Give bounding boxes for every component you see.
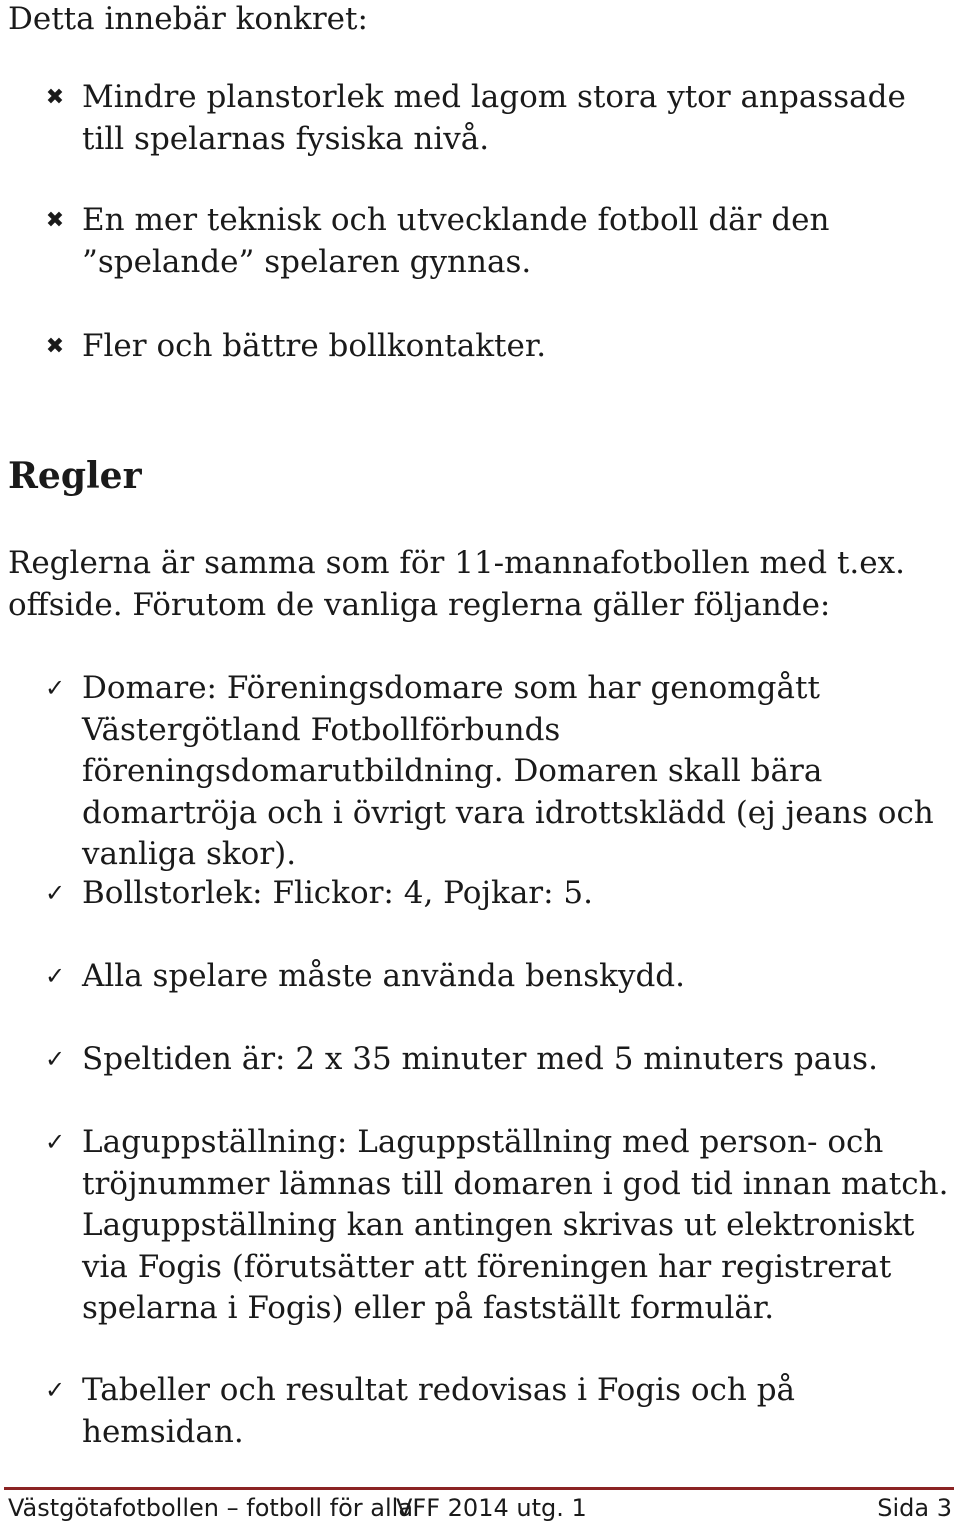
cross-mark-icon: ✖ [45, 334, 65, 359]
benefit-text: Mindre planstorlek med lagom stora ytor anpassade till spelarnas fysiska nivå. [82, 79, 906, 157]
check-mark-icon: ✓ [44, 1128, 66, 1156]
benefit-text: En mer teknisk och utvecklande fotboll där den ”spelande” spelaren gynnas. [82, 202, 830, 280]
rule-text: Alla spelare måste använda benskydd. [82, 958, 686, 994]
cross-mark-icon: ✖ [45, 208, 65, 233]
footer-title: Västgötafotbollen – fotboll för alla [8, 1494, 414, 1522]
rules-intro-paragraph: Reglerna är samma som för 11-mannafotbollen med t.ex. offside. Förutom de vanliga reglerna gäller följande: [8, 545, 905, 623]
benefit-item [45, 200, 952, 283]
check-mark-icon: ✓ [44, 879, 66, 907]
rule-text: Bollstorlek: Flickor: 4, Pojkar: 5. [82, 875, 594, 911]
check-mark-icon: ✓ [44, 674, 66, 702]
rule-item [44, 668, 952, 876]
rule-text: Tabeller och resultat redovisas i Fogis och på hemsidan. [82, 1372, 796, 1450]
rule-item [44, 1122, 952, 1330]
check-mark-icon: ✓ [44, 962, 66, 990]
rule-item [44, 1370, 952, 1453]
benefit-text: Fler och bättre bollkontakter. [82, 328, 547, 364]
benefit-item [45, 326, 952, 368]
rule-text: Domare: Föreningsdomare som har genomgått Västergötland Fotbollförbunds föreningsdomarutbildning. Domaren skall bära domartröja och i övrigt vara idrottsklädd (ej jeans och vanliga skor). [82, 670, 934, 872]
footer-rule [4, 1487, 954, 1490]
section-heading: Regler [8, 455, 142, 497]
rule-text: Laguppställning: Laguppställning med person- och tröjnummer lämnas till domaren i god tid innan match. Laguppställning kan antingen skrivas ut elektroniskt via Fogis (förutsätter att föreningen har registrerat spelarna i Fogis) eller på fastställt formulär. [82, 1124, 949, 1326]
rule-item [44, 956, 952, 998]
footer-page-number: Sida 3 [877, 1494, 952, 1522]
benefit-item [45, 77, 952, 160]
check-mark-icon: ✓ [44, 1045, 66, 1073]
footer-edition: VFF 2014 utg. 1 [396, 1494, 587, 1522]
check-mark-icon: ✓ [44, 1376, 66, 1404]
cross-mark-icon: ✖ [45, 85, 65, 110]
rule-text: Speltiden är: 2 x 35 minuter med 5 minuters paus. [82, 1041, 878, 1077]
rule-item [44, 1039, 952, 1081]
intro-text: Detta innebär konkret: [8, 1, 368, 37]
rule-item [44, 873, 952, 915]
